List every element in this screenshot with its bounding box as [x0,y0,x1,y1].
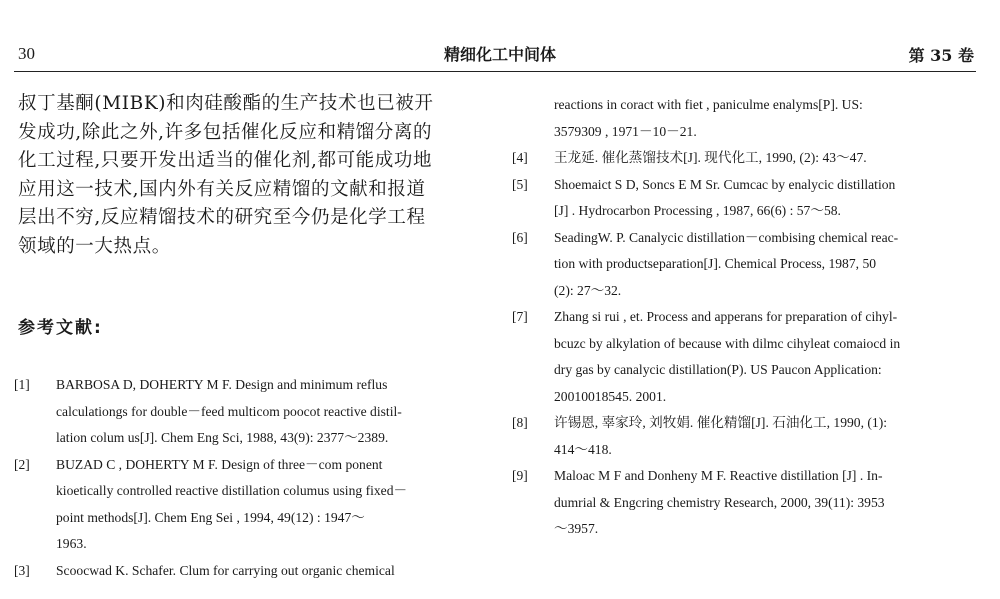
header-rule [14,71,976,72]
reference-line: 王龙延. 催化蒸馏技术[J]. 现代化工, 1990, (2): 43～47. [554,150,867,165]
reference-number: [6] [512,229,528,245]
references-list-left [14,372,478,584]
reference-item [14,372,478,452]
page-number: 30 [18,44,35,63]
reference-line: tion with productseparation[J]. Chemical Process, 1987, 50 [554,256,877,271]
reference-line: Maloac M F and Donheny M F. Reactive distillation [J] . In- [554,468,883,483]
reference-number: [1] [14,377,30,392]
reference-line: 414～418. [554,441,612,457]
body-line: 应用这一技术,国内外有关反应精馏的文献和报道 [18,178,426,200]
body-line: 化工过程,只要开发出适当的催化剂,都可能成功地 [18,150,433,172]
body-paragraph [18,90,478,262]
reference-line: Shoemaict S D, Soncs E M Sr. Cumcac by enalycic distillation [554,176,896,192]
reference-line: Zhang si rui , et. Process and apperans for preparation of cihyl- [554,309,898,324]
reference-line: 20010018545. 2001. [554,388,667,404]
reference-number: [7] [512,309,528,324]
reference-number: [3] [14,562,30,578]
reference-line: Scoocwad K. Schafer. Clum for carrying out organic chemical [56,562,395,578]
reference-line: SeadingW. P. Canalycic distillation－combising chemical reac- [554,229,899,245]
body-line: 叔丁基酮(MIBK)和肉硅酸酯的生产技术也已被开 [18,93,434,114]
reference-number: [4] [512,150,528,165]
reference-line: point methods[J]. Chem Eng Sei , 1994, 49(12) : 1947～ [56,509,365,525]
reference-line: BARBOSA D, DOHERTY M F. Design and minimum reflus [56,377,388,392]
volume-label: 第 35 卷 [908,46,974,65]
reference-line: 许锡恩, 辜家玲, 刘牧娟. 催化精馏[J]. 石油化工, 1990, (1): [554,415,888,430]
reference-line: 3579309 , 1971－10－21. [554,123,697,139]
reference-number: [8] [512,415,528,430]
reference-line: ～3957. [554,521,599,536]
reference-line: kioetically controlled reactive distillation columus using fixed－ [56,483,408,498]
reference-line: lation colum us[J]. Chem Eng Sci, 1988, 43(9): 2377～2389. [56,430,389,445]
reference-number: [9] [512,468,528,483]
references-heading: 参考文献: [18,318,103,338]
reference-number: [5] [512,176,528,192]
page-header [0,0,1000,72]
reference-line: reactions in coract with fiet , paniculme enalyms[P]. US: [554,97,863,112]
body-line: 层出不穷,反应精馏技术的研究至今仍是化学工程 [18,207,426,229]
reference-line: dumrial & Engcring chemistry Research, 2000, 39(11): 3953 [554,494,885,510]
reference-item [512,145,982,172]
reference-line: [J] . Hydrocarbon Processing , 1987, 66(6) : 57～58. [554,203,841,218]
reference-line: 1963. [56,536,87,551]
reference-line: BUZAD C , DOHERTY M F. Design of three－com ponent [56,456,383,472]
reference-item [14,452,478,558]
body-line: 发成功,除此之外,许多包括催化反应和精馏分离的 [18,121,433,143]
reference-line: bcuzc by alkylation of because with dilmc cihyleat comaiocd in [554,335,901,351]
reference-number: [2] [14,456,30,472]
reference-line: (2): 27～32. [554,282,622,298]
reference-item [512,225,982,305]
references-list-right [512,92,982,543]
journal-title: 精细化工中间体 [443,45,556,64]
reference-item [512,463,982,543]
reference-item [512,304,982,410]
reference-item-continued [512,92,982,145]
reference-line: dry gas by canalycic distillation(P). US Paucon Application: [554,362,882,377]
body-line: 领域的一大热点。 [18,235,171,257]
reference-line: calculationgs for double－feed multicom poocot reactive distil- [56,403,402,419]
reference-item [14,558,478,585]
reference-item [512,410,982,463]
reference-item [512,172,982,225]
